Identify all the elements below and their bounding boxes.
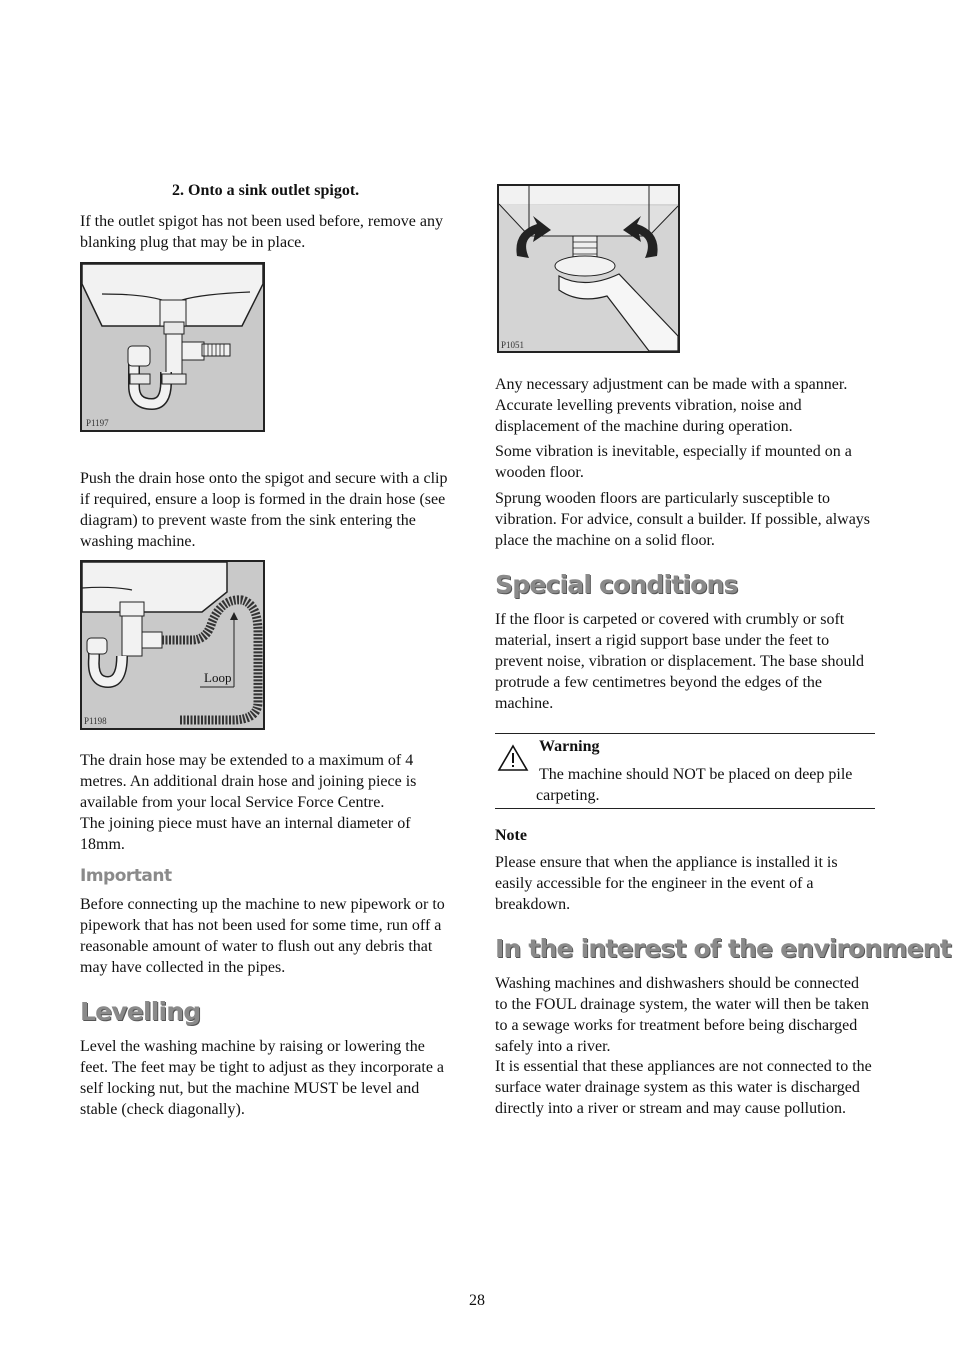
paragraph-important: Before connecting up the machine to new pipework or to pipework that has not been used for some time, run off a reasonable amount of water to flush out any debris that may have collected in the pipes. xyxy=(80,896,445,976)
note-title: Note xyxy=(495,827,527,844)
figure-sink-spigot xyxy=(80,262,265,432)
heading-environment: In the interest of the environment xyxy=(495,934,951,963)
paragraph-blanking-plug: If the outlet spigot has not been used before, remove any blanking plug that may be in place. xyxy=(80,213,443,251)
warning-text: The machine should NOT be placed on deep pile carpeting. xyxy=(536,766,853,804)
paragraph-vibration: Some vibration is inevitable, especially if mounted on a wooden floor. xyxy=(495,443,852,481)
paragraph-joining-piece: The joining piece must have an internal diameter of 18mm. xyxy=(80,815,411,853)
warning-title: Warning xyxy=(539,738,600,755)
paragraph-environment-2: It is essential that these appliances are not connected to the surface water drainage system as this water is discharged directly into a river or stream and may cause pollution. xyxy=(495,1058,872,1117)
figure-spanner-adjust xyxy=(497,184,680,353)
paragraph-spanner: Any necessary adjustment can be made with a spanner. Accurate levelling prevents vibration, noise and displacement of the machine during operation. xyxy=(495,376,848,435)
figure-code: P1051 xyxy=(501,340,525,350)
page-number: 28 xyxy=(469,1292,485,1309)
note-text: Please ensure that when the appliance is installed it is easily accessible for the engineer in the event of a breakdown. xyxy=(495,854,838,913)
figure-code: P1198 xyxy=(84,716,107,726)
heading-special-conditions: Special conditions xyxy=(495,570,738,599)
warning-triangle-icon xyxy=(497,744,529,772)
paragraph-push-hose: Push the drain hose onto the spigot and secure with a clip if required, ensure a loop is formed in the drain hose (see diagram) to prevent waste from the sink entering the washing machine. xyxy=(80,470,448,550)
subheading-sink-spigot: 2. Onto a sink outlet spigot. xyxy=(172,182,360,199)
paragraph-environment-1: Washing machines and dishwashers should be connected to the FOUL drainage system, the water will then be taken to a sewage works for treatment before being discharged safely into a river. xyxy=(495,975,869,1055)
paragraph-hose-extension: The drain hose may be extended to a maximum of 4 metres. An additional drain hose and joining piece is available from your local Service Force Centre. xyxy=(80,752,417,811)
heading-important: Important xyxy=(80,866,172,886)
paragraph-levelling: Level the washing machine by raising or lowering the feet. The feet may be tight to adjust as they incorporate a self locking nut, but the machine MUST be level and stable (check diagonally). xyxy=(80,1038,445,1118)
paragraph-special-conditions: If the floor is carpeted or covered with crumbly or soft material, insert a rigid support base under the feet to prevent noise, vibration or displacement. The base should protrude a few centimetres beyond the edges of the machine. xyxy=(495,611,864,712)
heading-levelling: Levelling xyxy=(80,997,201,1026)
warning-box xyxy=(495,733,875,809)
figure-code: P1197 xyxy=(86,418,109,428)
figure-drain-loop xyxy=(80,560,265,730)
paragraph-wooden-floors: Sprung wooden floors are particularly susceptible to vibration. For advice, consult a builder. If possible, always place the machine on a solid floor. xyxy=(495,490,871,549)
loop-label: Loop xyxy=(204,670,232,685)
